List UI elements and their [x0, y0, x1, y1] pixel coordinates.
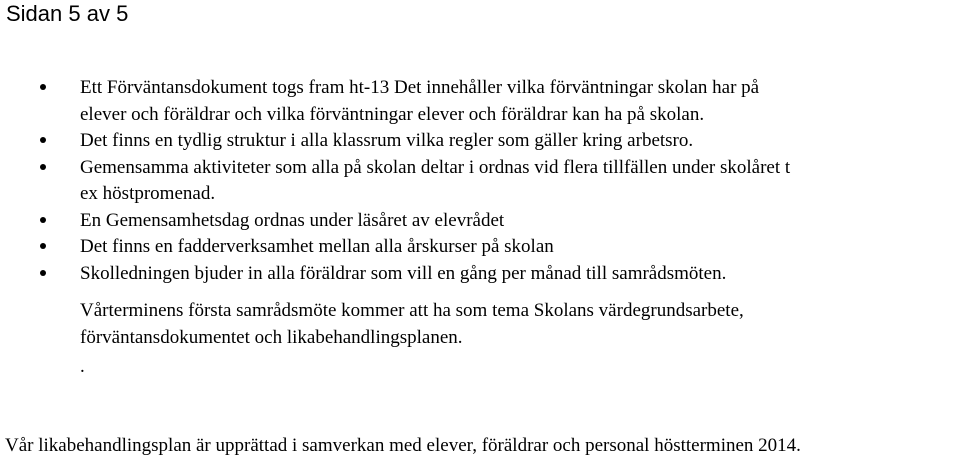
list-item: [0, 234, 959, 261]
list-item: [0, 208, 959, 235]
bullet-dot-icon: [40, 243, 46, 249]
list-item-line: Det finns en fadderverksamhet mellan alla årskurser på skolan: [80, 236, 554, 257]
list-item-line: Ett Förväntansdokument togs fram ht-13 Det innehåller vilka förväntningar skolan har på: [80, 77, 760, 98]
list-item-line: Gemensamma aktiviteter som alla på skolan deltar i ordnas vid flera tillfällen under skolåret t: [80, 156, 791, 178]
list-item: [0, 155, 959, 208]
bullet-dot-icon: [40, 137, 46, 143]
list-item-line: elever och föräldrar och vilka förväntningar elever och föräldrar kan ha på skolan.: [80, 103, 705, 125]
footer-statement: Vår likabehandlingsplan är upprättad i samverkan med elever, föräldrar och personal höstterminen 2014.: [5, 435, 801, 456]
list-item-line: En Gemensamhetsdag ordnas under läsåret av elevrådet: [80, 209, 505, 231]
list-item: [0, 128, 959, 155]
closing-line: Vårterminens första samrådsmöte kommer att ha som tema Skolans värdegrundsarbete,: [80, 300, 744, 321]
page-number: Sidan 5 av 5: [6, 1, 129, 26]
bullet-dot-icon: [40, 164, 46, 170]
list-item-line: ex höstpromenad.: [80, 183, 216, 204]
closing-paragraph: [80, 298, 744, 351]
list-item-line: Det finns en tydlig struktur i alla klassrum vilka regler som gäller kring arbetsro.: [80, 130, 694, 151]
list-item: [0, 75, 959, 128]
closing-line: förväntansdokumentet och likabehandlingsplanen.: [80, 326, 463, 348]
bullet-dot-icon: [40, 84, 46, 90]
list-item: [0, 261, 959, 288]
bullet-dot-icon: [40, 217, 46, 223]
trailing-dot: .: [80, 356, 85, 377]
list-item-line: Skolledningen bjuder in alla föräldrar som vill en gång per månad till samrådsmöten.: [80, 262, 727, 284]
bullet-list: [0, 75, 959, 287]
bullet-dot-icon: [40, 270, 46, 276]
